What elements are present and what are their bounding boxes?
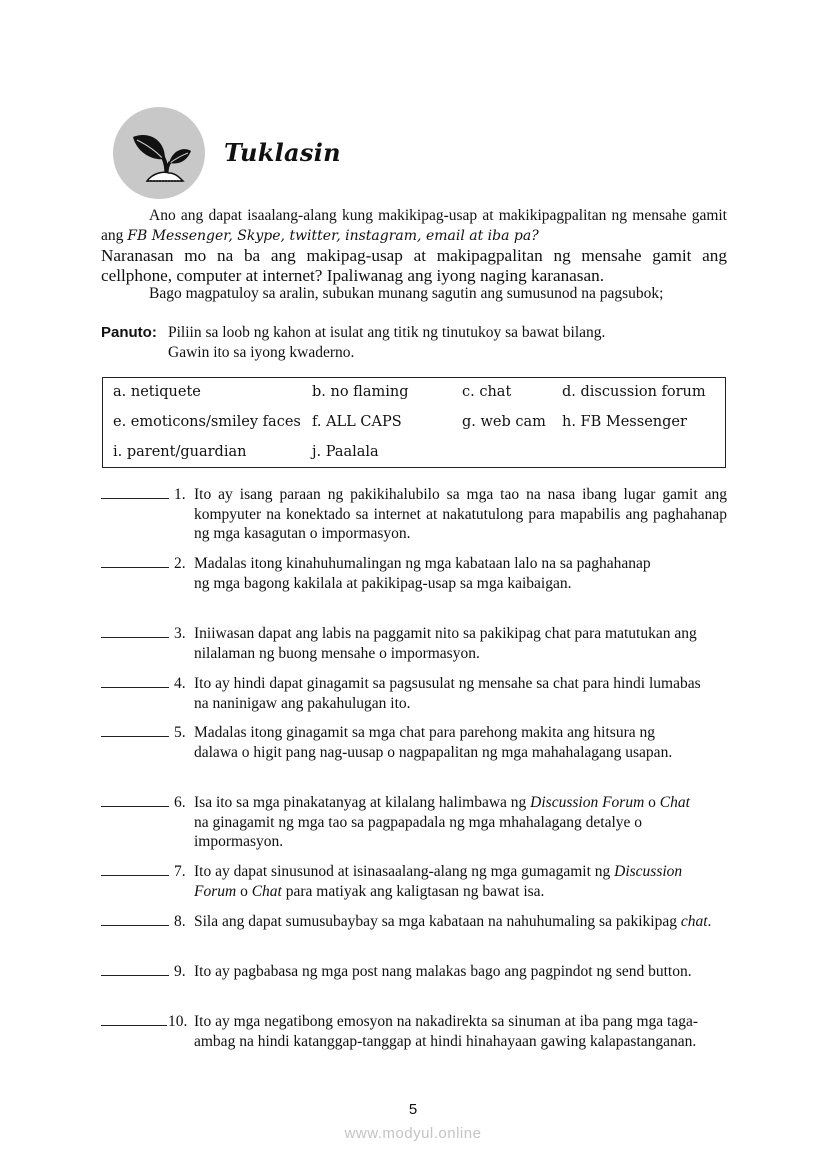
choice-b: b. no flaming <box>312 384 409 400</box>
choice-g: g. web cam <box>462 414 546 430</box>
intro-paragraph-2 <box>101 284 727 304</box>
question-item <box>101 793 727 852</box>
instructions-label: Panuto: <box>101 324 157 341</box>
question-text-part: o <box>644 794 660 811</box>
question-item <box>101 624 727 663</box>
answer-blank[interactable] <box>101 485 169 499</box>
question-item <box>101 912 727 932</box>
question-text <box>194 793 694 852</box>
instructions-line-2: Gawin ito sa iyong kwaderno. <box>168 343 355 361</box>
website-watermark: www.modyul.online <box>344 1125 482 1142</box>
answer-blank[interactable] <box>101 962 169 976</box>
answer-blank[interactable] <box>101 793 169 807</box>
intro-question: Naranasan mo na ba ang makipag-usap at makipagpalitan ng mensahe gamit ang cellphone, computer at internet? Ipaliwanag ang iyong naging karanasan. <box>101 246 727 285</box>
question-text: Ito ay isang paraan ng pakikihalubilo sa mga tao na nasa ibang lugar gamit ang kompyuter na konektado sa internet at nakatutulong para mapabilis ang paghahanap ng mga kasagutan o impormasyon. <box>194 486 727 542</box>
choice-i: i. parent/guardian <box>113 444 247 460</box>
answer-blank[interactable] <box>101 624 169 638</box>
question-text: Ito ay pagbabasa ng mga post nang malakas bago ang pagpindot ng send button. <box>194 963 692 980</box>
section-title: Tuklasin <box>224 138 341 167</box>
question-text-part: Ito ay dapat sinusunod at isinasaalang-alang ng mga gumagamit ng <box>194 863 615 880</box>
intro-text-2: Bago magpatuloy sa aralin, subukan munang sagutin ang sumusunod na pagsubok; <box>149 285 664 302</box>
question-item <box>101 962 727 982</box>
answer-blank[interactable] <box>101 912 169 926</box>
question-text: Ito ay mga negatibong emosyon na nakadirekta sa sinuman at iba pang mga taga-ambag na hindi katanggap-tanggap at hindi hinahayaan gawing kalapastanganan. <box>194 1013 699 1050</box>
instructions-line-1: Piliin sa loob ng kahon at isulat ang titik ng tinutukoy sa bawat bilang. <box>168 324 606 341</box>
question-text-part: para matiyak ang kaligtasan ng bawat isa. <box>281 882 545 900</box>
page-number: 5 <box>408 1101 418 1118</box>
choice-d: d. discussion forum <box>562 384 706 400</box>
question-text-part: Isa ito sa mga pinakatanyag at kilalang halimbawa ng <box>194 794 531 811</box>
question-text: Madalas itong kinahuhumalingan ng mga kabataan lalo na sa paghahanap ng mga bagong kakilala at pakikipag-usap sa mga kaibaigan. <box>194 555 651 592</box>
question-text-part: . <box>707 913 712 930</box>
question-text: Madalas itong ginagamit sa mga chat para parehong makita ang hitsura ng dalawa o higit pang nag-uusap o nagpapalitan ng mga mahahalagang usapan. <box>194 724 673 761</box>
choice-e: e. emoticons/smiley faces <box>113 414 301 430</box>
answer-blank[interactable] <box>101 862 169 876</box>
intro-text: Ano ang dapat isaalang-alang kung makikipag-usap at makikipagpalitan ng mensahe gamit ang <box>101 207 727 244</box>
intro-apps-list: FB Messenger, Skype, twitter, instagram, email at iba pa? <box>127 227 539 244</box>
choice-c: c. chat <box>462 384 512 400</box>
question-term: Discussion Forum <box>194 863 683 900</box>
question-text-part: na ginagamit ng mga tao sa pagpapadala ng mga mhahalagang detalye o impormasyon. <box>194 813 643 850</box>
seedling-icon <box>113 107 205 199</box>
question-number: 8. <box>174 913 186 930</box>
question-number: 2. <box>174 555 186 572</box>
question-number: 3. <box>174 625 186 642</box>
choice-j: j. Paalala <box>312 444 379 460</box>
question-term: Chat <box>659 794 690 811</box>
question-number: 6. <box>174 794 186 811</box>
choice-h: h. FB Messenger <box>562 414 687 430</box>
instructions <box>101 323 727 362</box>
question-term: chat <box>680 913 708 930</box>
answer-blank[interactable] <box>101 674 169 688</box>
answer-blank[interactable] <box>101 1012 167 1026</box>
question-item <box>101 1012 727 1051</box>
question-text: Iniiwasan dapat ang labis na paggamit nito sa pakikipag chat para matutukan ang nilalaman ng buong mensahe o impormasyon. <box>194 625 697 662</box>
question-item <box>101 485 727 544</box>
question-item <box>101 554 727 593</box>
question-number: 9. <box>174 963 186 980</box>
question-text-part: Sila ang dapat sumusubaybay sa mga kabataan na nahuhumaling sa pakikipag <box>194 913 681 930</box>
question-number: 5. <box>174 724 186 741</box>
question-item <box>101 862 727 901</box>
question-number: 10. <box>168 1013 188 1030</box>
question-term: Discussion Forum <box>530 794 645 811</box>
question-text: Ito ay hindi dapat ginagamit sa pagsusulat ng mensahe sa chat para hindi lumabas na naninigaw ang pakahulugan ito. <box>194 675 701 712</box>
question-item <box>101 723 727 762</box>
choice-f: f. ALL CAPS <box>312 414 402 430</box>
question-term: Chat <box>251 882 282 900</box>
question-number: 4. <box>174 675 186 692</box>
question-item <box>101 674 727 713</box>
intro-paragraph <box>101 206 727 286</box>
answer-blank[interactable] <box>101 723 169 737</box>
question-text <box>194 862 714 901</box>
question-number: 1. <box>174 486 186 503</box>
question-number: 7. <box>174 863 186 880</box>
choices-box <box>102 377 726 468</box>
choice-a: a. netiquete <box>113 384 201 400</box>
question-text-part: o <box>236 882 252 900</box>
question-text <box>194 912 719 932</box>
answer-blank[interactable] <box>101 554 169 568</box>
